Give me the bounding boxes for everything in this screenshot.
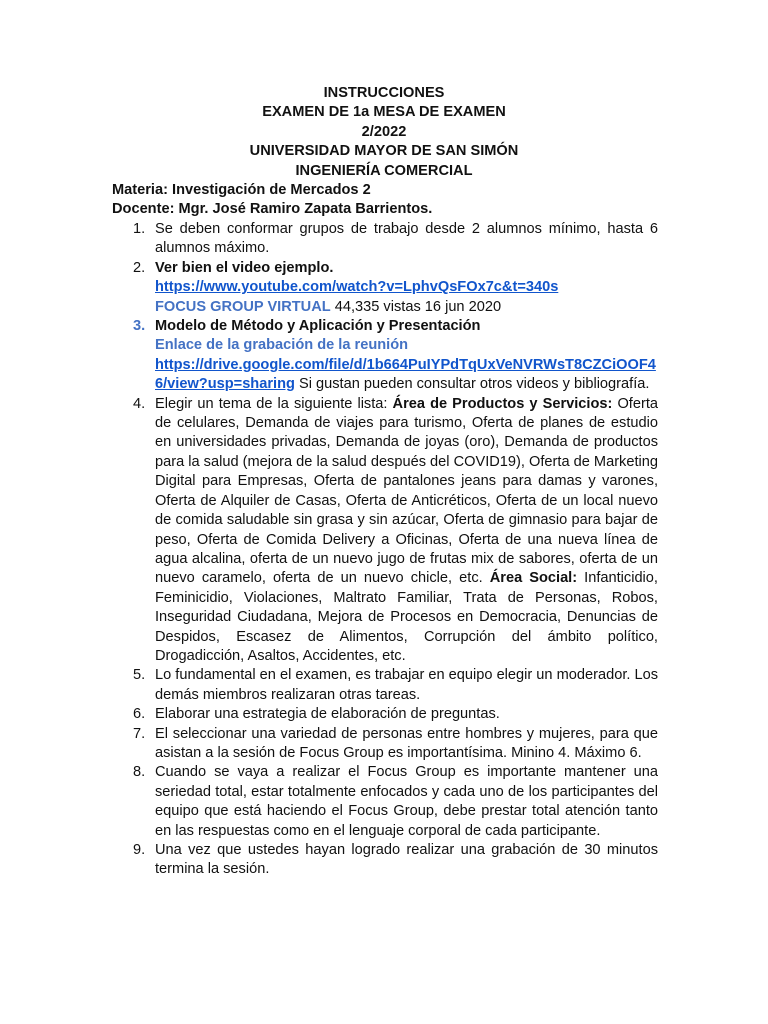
- course-subject: Materia: Investigación de Mercados 2: [112, 182, 371, 198]
- list-item: [112, 763, 658, 841]
- item-number: 3.: [133, 318, 146, 335]
- header-exam-title: EXAMEN DE 1a MESA DE EXAMEN: [262, 104, 506, 121]
- list-item: [112, 395, 658, 667]
- item-number: 4.: [133, 395, 146, 412]
- item-number: 5.: [133, 667, 146, 684]
- header-instrucciones: INSTRUCCIONES: [323, 85, 445, 101]
- course-teacher: Docente: Mgr. José Ramiro Zapata Barrientos.: [112, 201, 433, 218]
- list-item: [112, 666, 658, 705]
- area-social-list: Infanticidio, Feminicidio, Violaciones, Maltrato Familiar, Trata de Personas, Robos, Inseguridad Ciudadana, Mejora de Procesos en Democracia, Denuncias de Despidos, Escasez de Alimentos, Corrupción del ámbito político, Drogadicción, Asaltos, Accidentes, etc.: [155, 570, 658, 664]
- drive-recording-link[interactable]: https://drive.google.com/file/d/1b664PuIYPdTqUxVeNVRWsT8CZCiOOF46/view?usp=sharing: [155, 356, 656, 393]
- item-text: Se deben conformar grupos de trabajo desde 2 alumnos mínimo, hasta 6 alumnos máximo.: [155, 221, 658, 257]
- area-products-label: Área de Productos y Servicios:: [392, 395, 613, 412]
- item-text: Cuando se vaya a realizar el Focus Group es importante mantener una seriedad total, estar totalmente enfocados y cada uno de los participantes del equipo que está haciendo el Focus Group, debe prestar total atención tanto en las respuestas como en el lenguaje corporal de cada participante.: [155, 764, 658, 839]
- document-header: [0, 84, 768, 181]
- item-text: El seleccionar una variedad de personas entre hombres y mujeres, para que asistan a la sesión de Focus Group es importantísima. Minino 4. Máximo 6.: [155, 725, 658, 761]
- instructions-list: [112, 220, 658, 880]
- item-number: 2.: [133, 259, 146, 276]
- video-title: FOCUS GROUP VIRTUAL: [155, 298, 331, 315]
- list-item: [112, 841, 658, 880]
- header-faculty: INGENIERÍA COMERCIAL: [295, 162, 473, 179]
- list-item: [112, 317, 658, 395]
- recording-link-label: Enlace de la grabación de la reunión: [155, 337, 409, 354]
- list-item: [112, 705, 658, 724]
- area-social-label: Área Social:: [489, 570, 578, 587]
- item-number: 9.: [133, 842, 146, 858]
- video-instruction-title: Ver bien el video ejemplo.: [155, 259, 334, 276]
- list-item: [112, 220, 658, 259]
- item-text: Una vez que ustedes hayan logrado realizar una grabación de 30 minutos termina la sesión.: [155, 842, 658, 878]
- area-products-list: Oferta de celulares, Demanda de viajes para turismo, Oferta de planes de estudio en universidades privadas, Demanda de joyas (oro), Demanda de productos para la salud (mejora de la salud después del COVID19), Oferta de Marketing Digital para Empresas, Oferta de pantalones jeans para damas y varones, Oferta de Alquiler de Casas, Oferta de Anticréticos, Oferta de un local nuevo de comida saludable sin grasa y sin azúcar, Oferta de gimnasio para bajar de peso, Oferta de Comida Delivery a Oficinas, Oferta de una nueva línea de agua alcalina, oferta de un nuevo jugo de frutas mix de sabores, oferta de un nuevo caramelo, oferta de un nuevo chicle, etc.: [155, 395, 659, 587]
- topic-intro: Elegir un tema de la siguiente lista:: [155, 395, 393, 412]
- list-item: [112, 259, 658, 317]
- item-number: 6.: [133, 706, 146, 723]
- header-university: UNIVERSIDAD MAYOR DE SAN SIMÓN: [249, 143, 519, 160]
- item-text: Elaborar una estrategia de elaboración de preguntas.: [155, 706, 500, 723]
- bibliography-note: Si gustan pueden consultar otros videos y bibliografía.: [294, 376, 650, 393]
- item-text: Lo fundamental en el examen, es trabajar en equipo elegir un moderador. Los demás miembros realizaran otras tareas.: [155, 667, 659, 703]
- youtube-video-link[interactable]: https://www.youtube.com/watch?v=LphvQsFOx7c&t=340s: [155, 279, 559, 296]
- header-period: 2/2022: [361, 123, 407, 140]
- course-meta: [112, 181, 672, 220]
- item-number: 8.: [133, 764, 146, 781]
- method-model-title: Modelo de Método y Aplicación y Presentación: [155, 318, 481, 335]
- video-stats: 44,335 vistas 16 jun 2020: [330, 298, 502, 315]
- list-item: [112, 725, 658, 764]
- item-number: 1.: [133, 221, 146, 237]
- item-number: 7.: [133, 725, 146, 742]
